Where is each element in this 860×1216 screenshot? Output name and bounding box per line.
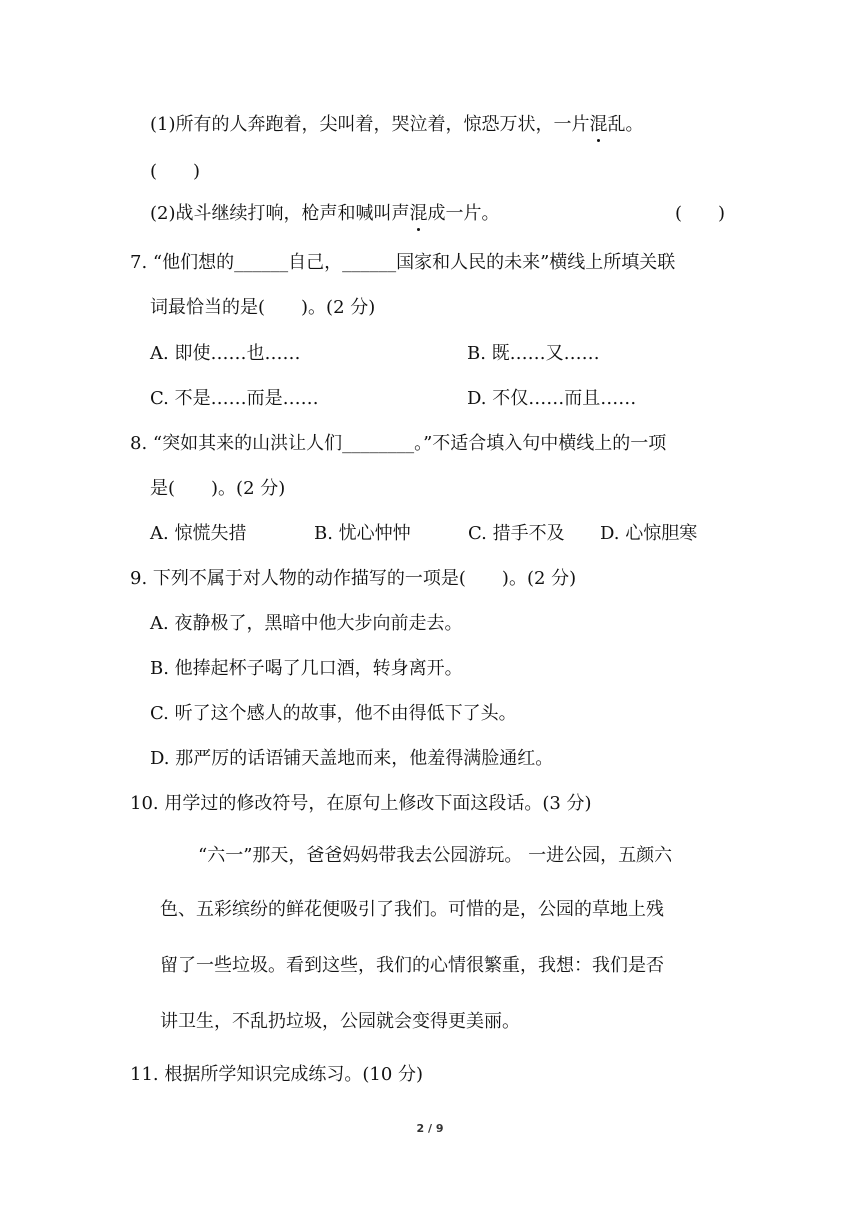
q10-paragraph-line3: 留了一些垃圾。看到这些，我们的心情很繁重，我想：我们是否	[160, 955, 664, 976]
q10-paragraph-line4: 讲卫生，不乱扔垃圾，公园就会变得更美丽。	[160, 1011, 520, 1032]
q6-sub2-text: (2)战斗继续打响，枪声和喊叫声	[150, 203, 410, 224]
q9-option-c: C. 听了这个感人的故事，他不由得低下了头。	[150, 703, 517, 724]
q6-sub2-text-end: 成一片。	[427, 203, 500, 224]
q9-stem: 9. 下列不属于对人物的动作描写的一项是( )。(2 分)	[130, 568, 577, 589]
q8-option-b: B. 忧心忡忡	[314, 523, 411, 544]
q9-option-a: A. 夜静极了，黑暗中他大步向前走去。	[150, 613, 463, 634]
q9-option-b: B. 他捧起杯子喝了几口酒，转身离开。	[150, 658, 463, 679]
page-number: 2 / 9	[416, 1122, 444, 1135]
q7-option-d: D. 不仅……而且……	[467, 388, 637, 409]
q8-option-a: A. 惊慌失措	[150, 523, 247, 544]
q6-sub2	[150, 202, 500, 226]
q6-sub1-text-end: 乱。	[607, 114, 644, 135]
q7-option-b: B. 既……又……	[467, 343, 600, 364]
q6-sub2-emphasis: 混	[409, 203, 428, 224]
q10-paragraph-line1: “六一”那天，爸爸妈妈带我去公园游玩。 一进公园，五颜六	[198, 845, 673, 866]
q8-option-c: C. 措手不及	[468, 523, 565, 544]
q7-option-c: C. 不是……而是……	[150, 388, 319, 409]
q7-stem-line2: 词最恰当的是( )。(2 分)	[150, 297, 376, 318]
q9-option-d: D. 那严厉的话语铺天盖地而来，他羞得满脸通红。	[150, 748, 554, 769]
q11-stem: 11. 根据所学知识完成练习。(10 分)	[130, 1064, 424, 1085]
q8-stem-line1: 8. “突如其来的山洪让人们________。”不适合填入句中横线上的一项	[130, 433, 667, 454]
q6-sub1-emphasis: 混	[589, 114, 608, 135]
q6-sub1-answer-blank: ( )	[150, 161, 201, 182]
q7-option-a: A. 即使……也……	[150, 343, 301, 364]
q6-sub2-answer-blank: ( )	[675, 203, 726, 224]
q7-stem-line1: 7. “他们想的______自己，______国家和人民的未来”横线上所填关联	[130, 252, 676, 273]
q6-sub1-text: (1)所有的人奔跑着，尖叫着，哭泣着，惊恐万状，一片	[150, 114, 590, 135]
q6-sub1	[150, 113, 644, 137]
q8-stem-line2: 是( )。(2 分)	[150, 478, 286, 499]
q8-option-d: D. 心惊胆寒	[600, 523, 698, 544]
q10-stem: 10. 用学过的修改符号，在原句上修改下面这段话。(3 分)	[130, 793, 592, 814]
q10-paragraph-line2: 色、五彩缤纷的鲜花便吸引了我们。可惜的是，公园的草地上残	[160, 899, 664, 920]
